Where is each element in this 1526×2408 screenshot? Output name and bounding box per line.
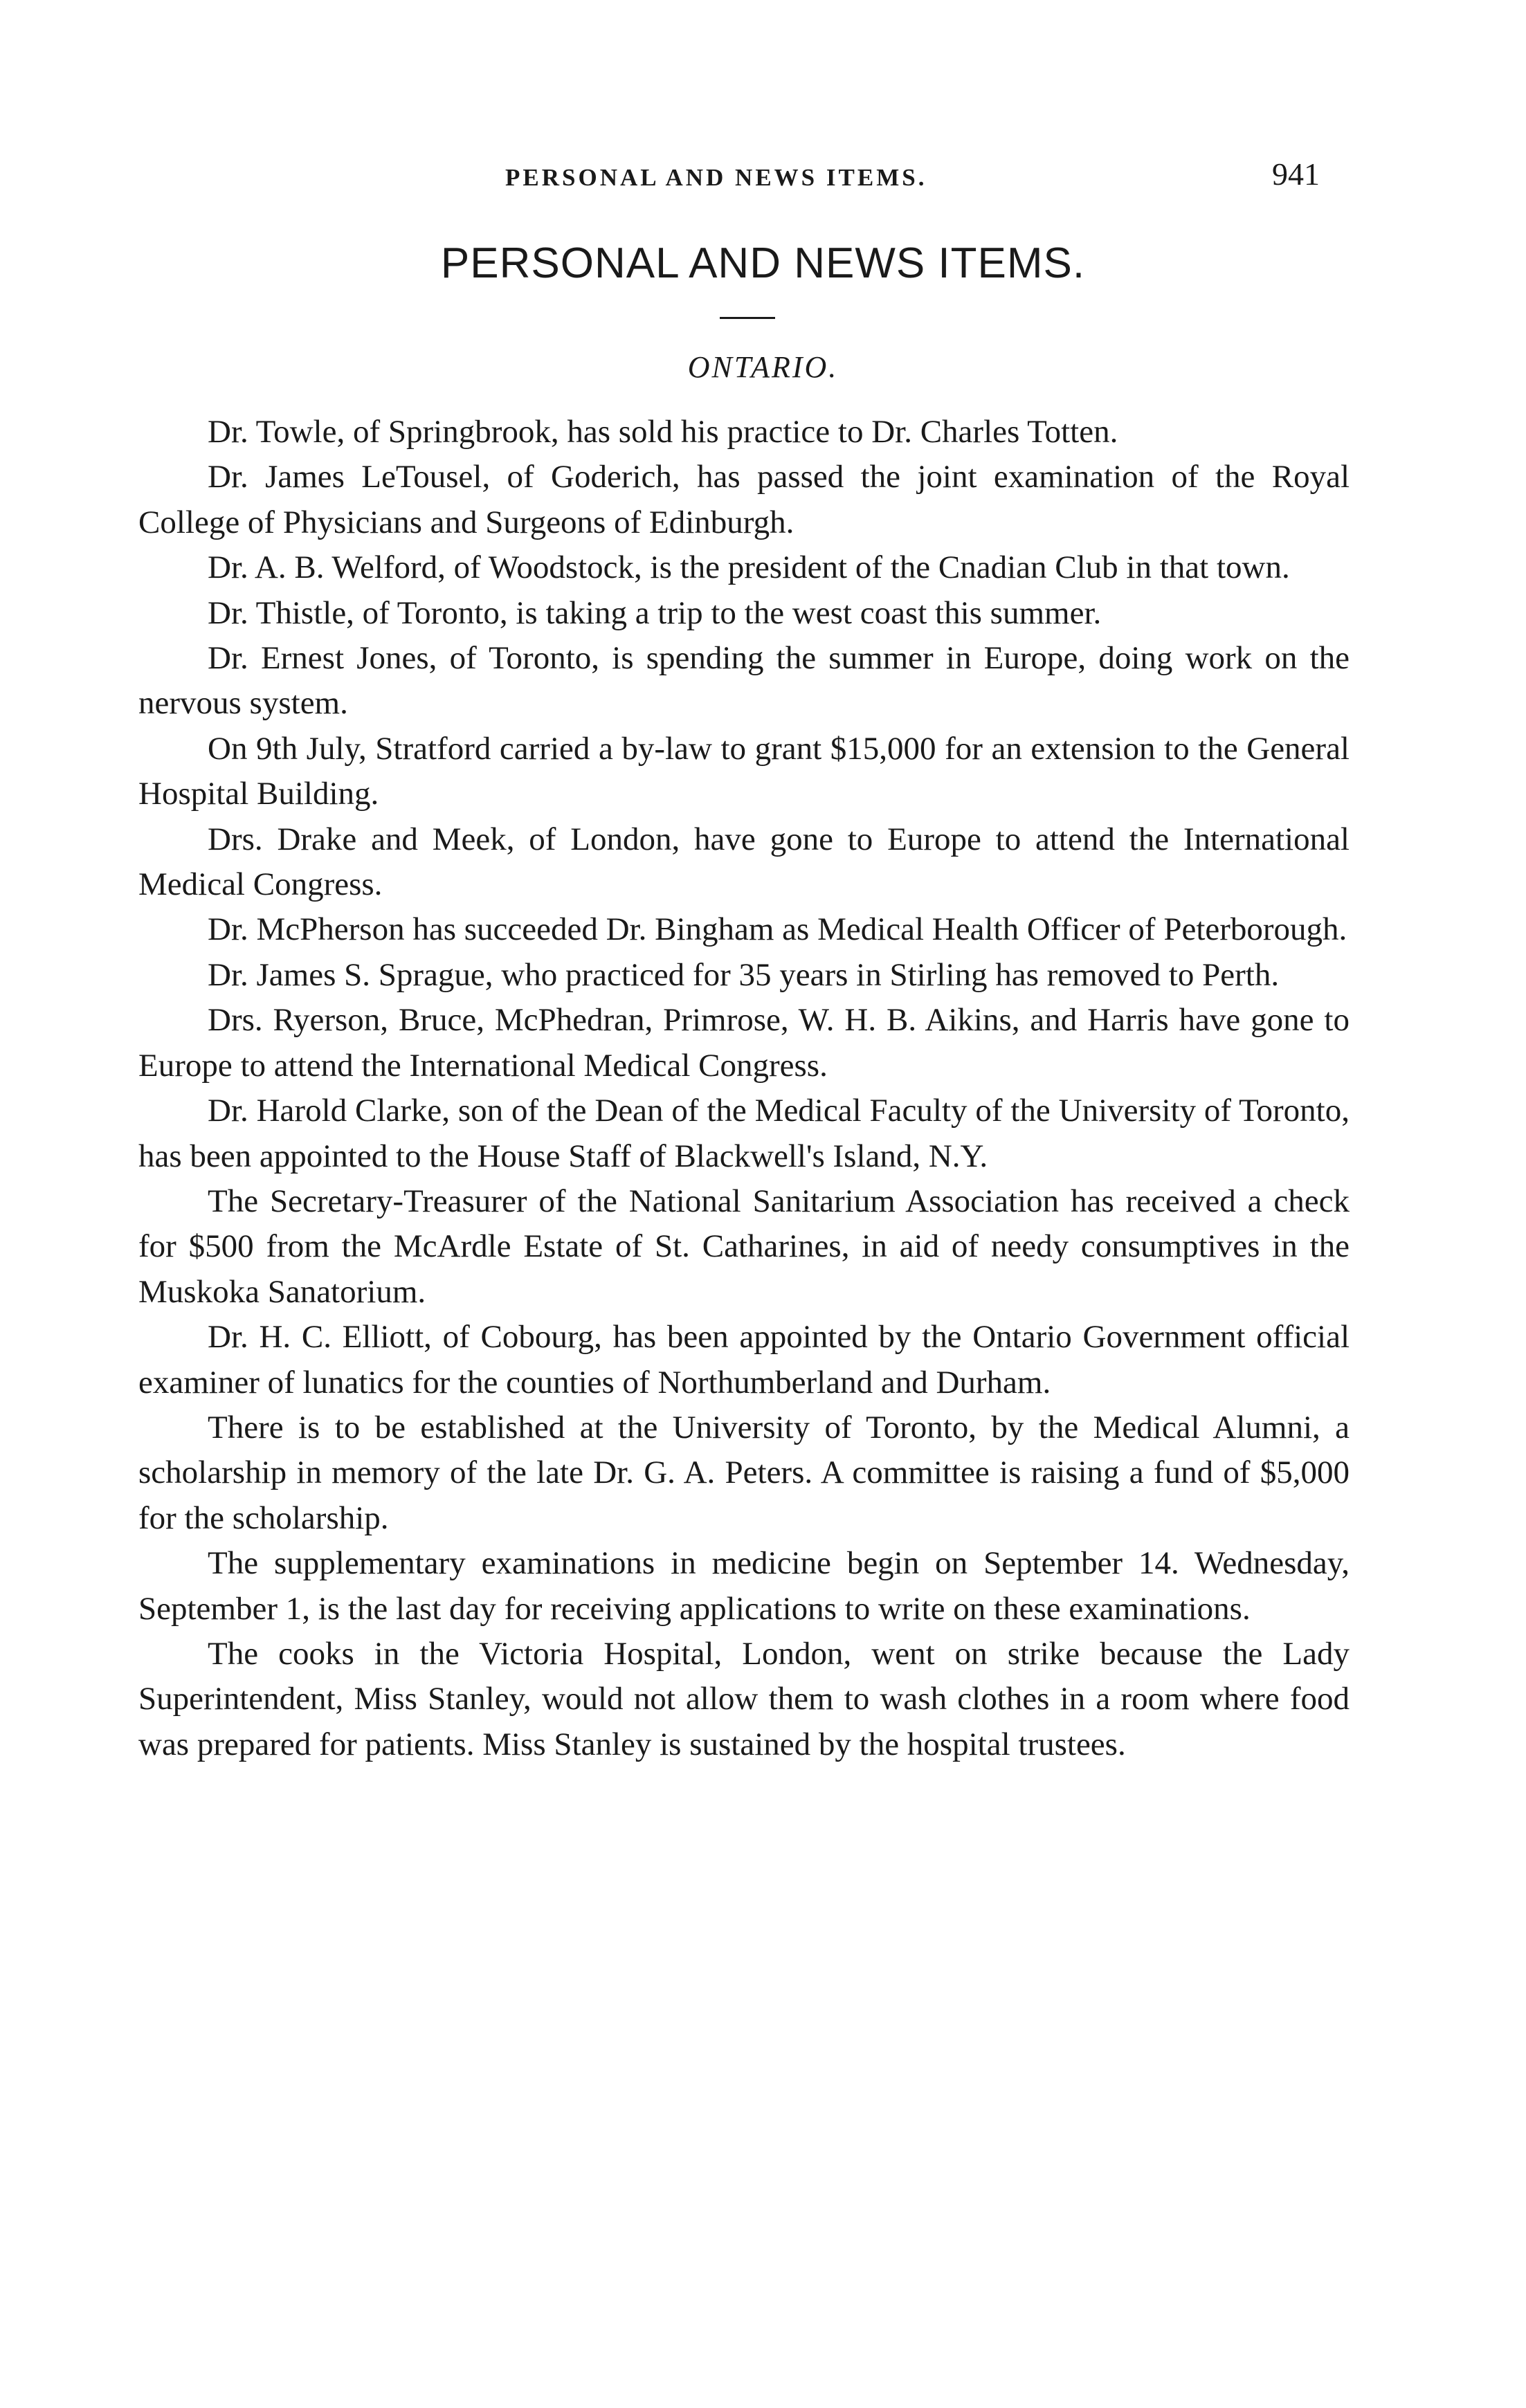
news-item: The supplementary examinations in medicine begin on September 14. Wednesday, September 1, is the last day for receiving applications to write on these examinations. bbox=[138, 1545, 1350, 1627]
news-item: Drs. Ryerson, Bruce, McPhedran, Primrose, W. H. B. Aikins, and Harris have gone to Europe to attend the International Medical Congress. bbox=[138, 1002, 1350, 1084]
news-item: Dr. H. C. Elliott, of Cobourg, has been appointed by the Ontario Government official examiner of lunatics for the counties of Northumberland and Durham. bbox=[138, 1319, 1350, 1401]
news-item: Dr. James S. Sprague, who practiced for 35 years in Stirling has removed to Perth. bbox=[208, 956, 1280, 993]
title-rule bbox=[720, 317, 775, 319]
page-number: 941 bbox=[1272, 156, 1320, 192]
page-title: PERSONAL AND NEWS ITEMS. bbox=[440, 239, 1086, 287]
news-item: There is to be established at the University of Toronto, by the Medical Alumni, a scholarship in memory of the late Dr. G. A. Peters. A committee is raising a fund of $5,000 for the scholarship. bbox=[138, 1409, 1350, 1536]
news-item: Dr. A. B. Welford, of Woodstock, is the president of the Cnadian Club in that town. bbox=[208, 549, 1290, 586]
article-body bbox=[138, 410, 1350, 1767]
running-title: PERSONAL AND NEWS ITEMS. bbox=[505, 164, 927, 191]
news-item: Drs. Drake and Meek, of London, have gone to Europe to attend the International Medical Congress. bbox=[138, 821, 1350, 903]
section-heading: ONTARIO. bbox=[687, 350, 839, 384]
news-item: On 9th July, Stratford carried a by-law to grant $15,000 for an extension to the General Hospital Building. bbox=[138, 730, 1350, 812]
news-item: Dr. Thistle, of Toronto, is taking a trip to the west coast this summer. bbox=[208, 594, 1102, 631]
news-item: The Secretary-Treasurer of the National Sanitarium Association has received a check for $500 from the McArdle Estate of St. Catharines, in aid of needy consumptives in the Muskoka Sanatorium. bbox=[138, 1183, 1350, 1310]
news-item: Dr. McPherson has succeeded Dr. Bingham as Medical Health Officer of Peterborough. bbox=[208, 911, 1347, 948]
news-item: Dr. Ernest Jones, of Toronto, is spending the summer in Europe, doing work on the nervous system. bbox=[138, 640, 1350, 722]
news-item: Dr. James LeTousel, of Goderich, has passed the joint examination of the Royal College of Physicians and Surgeons of Edinburgh. bbox=[138, 459, 1350, 540]
running-head bbox=[0, 156, 1526, 197]
news-item: The cooks in the Victoria Hospital, London, went on strike because the Lady Superintendent, Miss Stanley, would not allow them to wash clothes in a room where food was prepared for patients. Miss Stanley is sustained by the hospital trustees. bbox=[138, 1635, 1350, 1762]
news-item: Dr. Harold Clarke, son of the Dean of the Medical Faculty of the University of Toronto, has been appointed to the House Staff of Blackwell's Island, N.Y. bbox=[138, 1093, 1350, 1174]
news-item: Dr. Towle, of Springbrook, has sold his practice to Dr. Charles Totten. bbox=[208, 414, 1118, 450]
